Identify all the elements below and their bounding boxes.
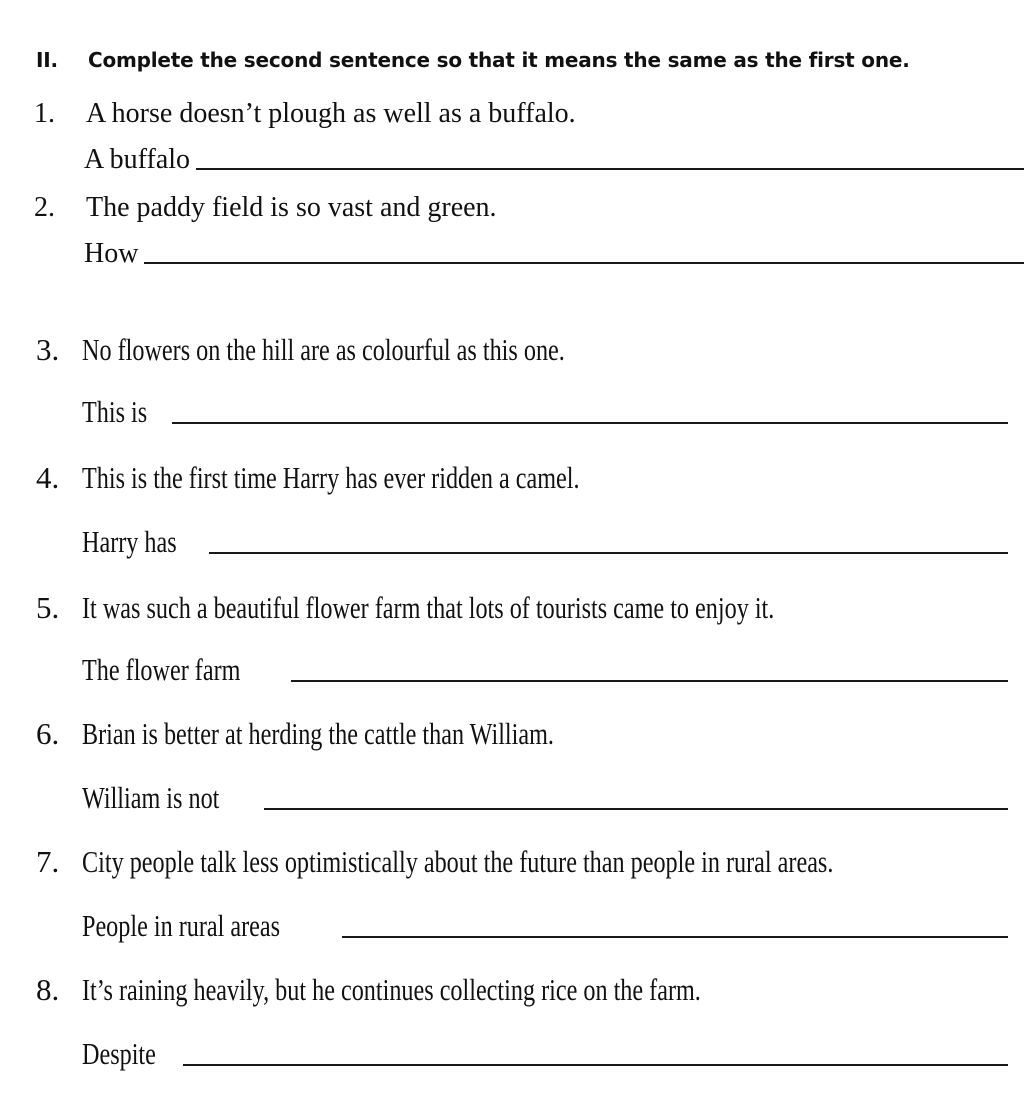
sentence-text: It’s raining heavily, but he continues collecting rice on the farm. <box>82 972 701 1007</box>
item-number: 1. <box>34 98 55 129</box>
answer-prompt: The flower farm <box>82 652 241 687</box>
item-number: 7. <box>36 844 60 879</box>
answer-blank[interactable] <box>291 679 1008 682</box>
answer-prompt: Harry has <box>82 524 177 559</box>
item-number: 4. <box>36 460 60 495</box>
item-number: 6. <box>36 716 60 751</box>
sentence-text: Brian is better at herding the cattle than William. <box>82 716 554 751</box>
answer-line[interactable] <box>82 394 1008 430</box>
answer-prompt: People in rural areas <box>82 908 281 943</box>
sentence-text: The paddy field is so vast and green. <box>86 192 497 223</box>
sentence-text: It was such a beautiful flower farm that lots of tourists came to enjoy it. <box>82 590 775 625</box>
answer-blank[interactable] <box>172 421 1008 424</box>
answer-blank[interactable] <box>144 261 1024 264</box>
answer-blank[interactable] <box>209 551 1008 554</box>
item-number: 5. <box>36 590 60 625</box>
answer-blank[interactable] <box>196 167 1024 170</box>
answer-line[interactable] <box>84 238 1024 270</box>
exercise-instruction: Complete the second sentence so that it means the same as the first one. <box>88 48 910 72</box>
answer-line[interactable] <box>82 1036 1008 1072</box>
item-number: 2. <box>34 192 55 223</box>
answer-line[interactable] <box>82 652 1008 688</box>
answer-blank[interactable] <box>183 1063 1008 1066</box>
answer-prompt: Despite <box>82 1036 156 1071</box>
answer-prompt: William is not <box>82 780 220 815</box>
sentence-text: This is the first time Harry has ever ridden a camel. <box>82 460 580 495</box>
sentence-text: City people talk less optimistically about the future than people in rural areas. <box>82 844 834 879</box>
exercise-number: II. <box>36 48 58 72</box>
sentence-text: A horse doesn’t plough as well as a buffalo. <box>86 98 576 129</box>
item-number: 3. <box>36 332 60 367</box>
item-number: 8. <box>36 972 60 1007</box>
answer-blank[interactable] <box>342 935 1008 938</box>
answer-line[interactable] <box>82 908 1008 944</box>
answer-prompt: How <box>84 238 139 269</box>
exercise-heading <box>36 48 1016 72</box>
answer-line[interactable] <box>82 524 1008 560</box>
answer-prompt: A buffalo <box>84 144 191 175</box>
answer-blank[interactable] <box>264 807 1008 810</box>
answer-prompt: This is <box>82 394 148 429</box>
answer-line[interactable] <box>84 144 1024 176</box>
sentence-text: No flowers on the hill are as colourful as this one. <box>82 332 565 367</box>
answer-line[interactable] <box>82 780 1008 816</box>
